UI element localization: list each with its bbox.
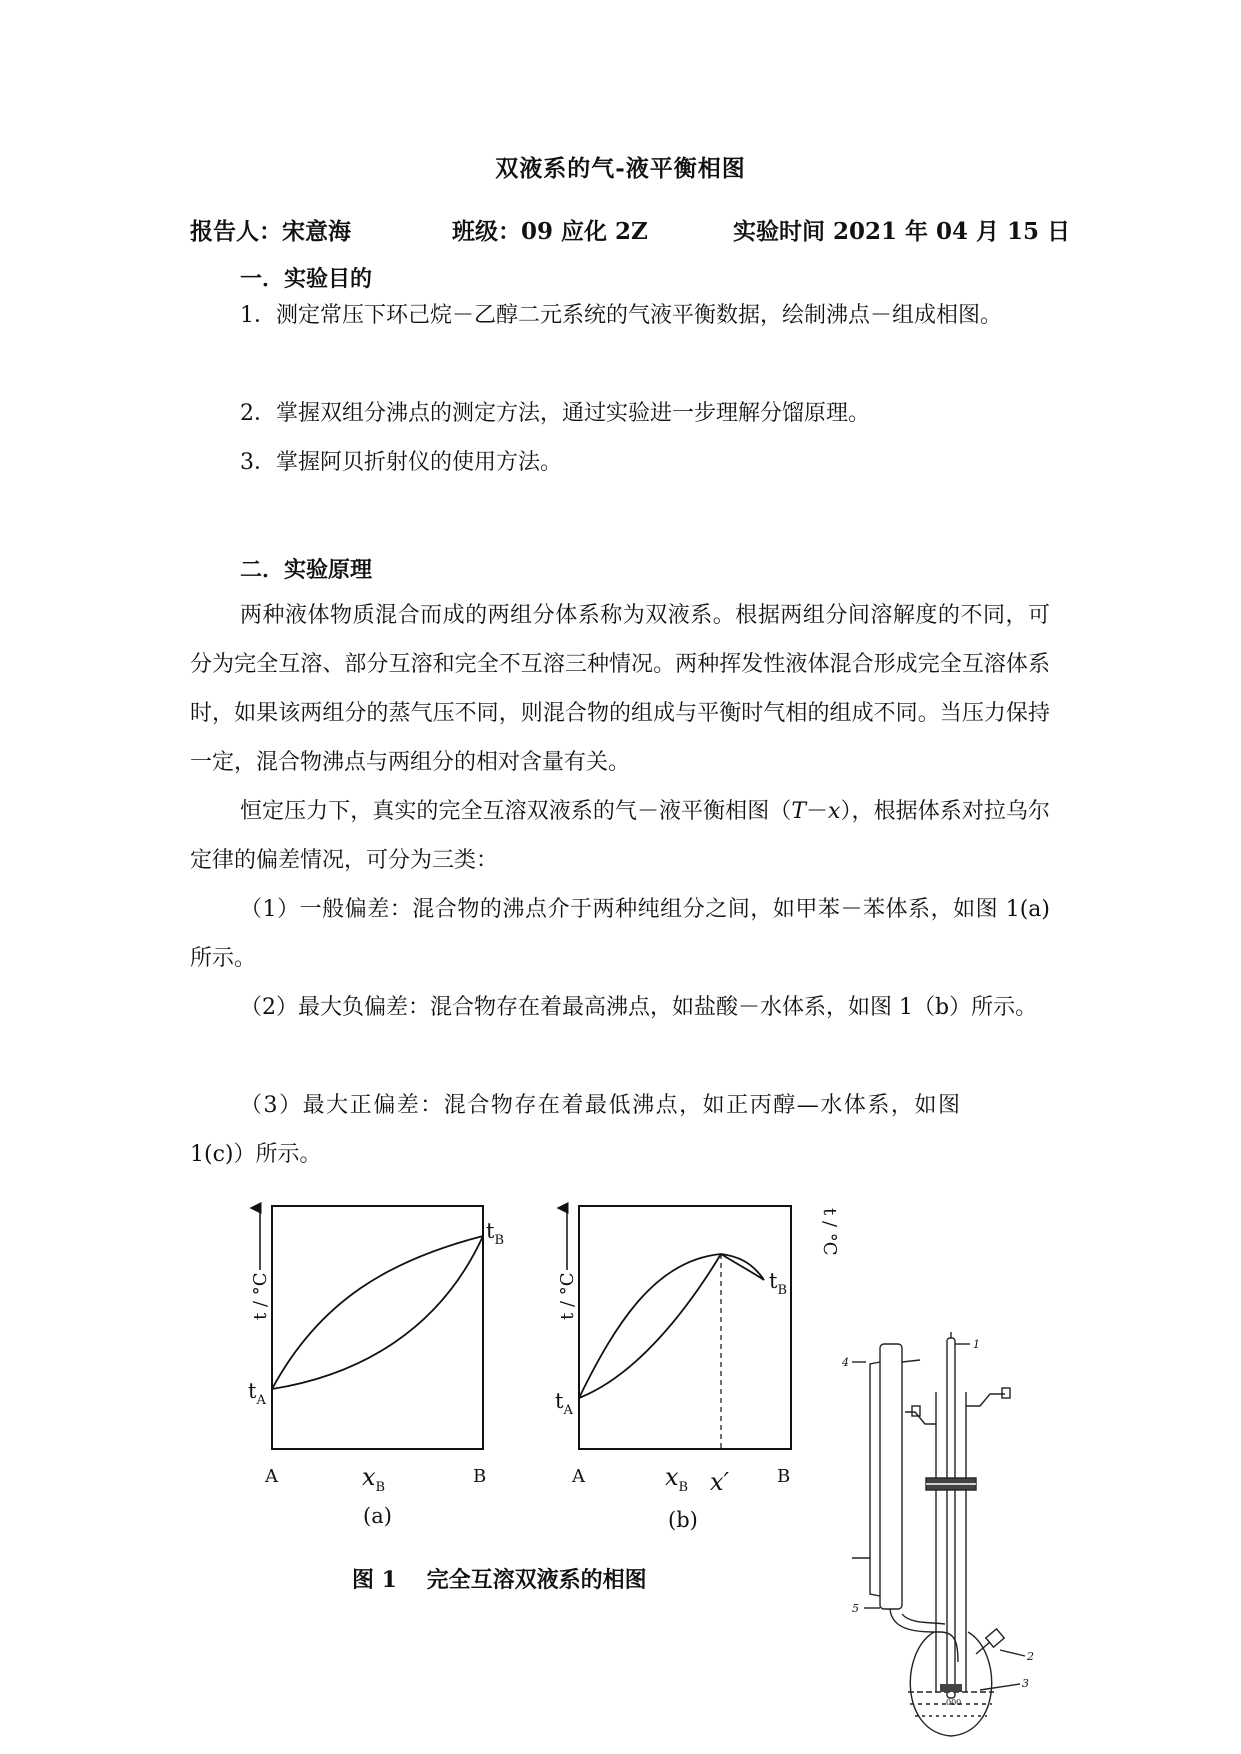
condenser-inner — [880, 1344, 902, 1609]
x-left-label-b: A — [572, 1466, 585, 1487]
return-tube — [890, 1609, 958, 1662]
p2-T: T — [791, 799, 807, 824]
apparatus-label-1: 1 — [973, 1338, 980, 1351]
principle-case-3: （3）最大正偏差：混合物存在着最低沸点，如正丙醇—水体系，如图 1(c)）所示。 — [190, 1093, 960, 1167]
x-right-label-b: B — [777, 1466, 791, 1487]
phase-diagram-a — [240, 1190, 505, 1530]
right-curve-lower-b — [721, 1254, 764, 1280]
leader-3 — [980, 1684, 1020, 1690]
plot-frame-a — [272, 1206, 483, 1449]
p2-x: x — [828, 799, 841, 824]
return-tube-inner — [902, 1614, 945, 1624]
right-sampling-port — [966, 1394, 1005, 1406]
section2-heading: 二．实验原理 — [240, 557, 373, 583]
principle-paragraph-2 — [190, 787, 1050, 885]
apparatus-label-2: 2 — [1027, 1650, 1034, 1663]
x-left-label-a: A — [265, 1466, 278, 1487]
x-prime-label-b: x′ — [710, 1468, 729, 1496]
phase-diagram-b — [547, 1190, 847, 1535]
y-axis-label-a: t / °C — [250, 1272, 271, 1320]
condenser-jacket — [870, 1362, 880, 1596]
heater-coil — [940, 1684, 962, 1692]
panel-label-b: (b) — [668, 1508, 698, 1532]
x-axis-label-a: $x_B$ — [362, 1463, 386, 1495]
liquid-curve-a — [272, 1236, 483, 1389]
p2-dash: － — [806, 799, 829, 824]
document-title: 双液系的气-液平衡相图 — [495, 155, 746, 182]
vessel-mark: 000 — [946, 1698, 962, 1707]
reporter: 报告人：宋意海 — [190, 218, 351, 245]
tB-label-b: $t_B$ — [769, 1269, 788, 1298]
flask-side-neck — [976, 1642, 990, 1654]
experiment-date: 实验时间 2021 年 04 月 15 日 — [733, 218, 1071, 245]
section1-heading: 一．实验目的 — [240, 266, 373, 292]
principle-paragraph-1: 两种液体物质混合而成的两组分体系称为双液系。根据两组分间溶解度的不同，可分为完全互溶、部分互溶和完全不互溶三种情况。两种挥发性液体混合形成完全互溶体系时，如果该两组分的蒸气压不同，则混合物的组成与平衡时气相的组成不同。当压力保持一定，混合物沸点与两组分的相对含量有关。 — [190, 603, 1050, 775]
plot-frame-b — [579, 1206, 791, 1449]
apparatus-label-5: 5 — [852, 1602, 859, 1615]
vapor-curve-a — [272, 1236, 483, 1389]
y-axis-label-c: t / °C — [819, 1208, 840, 1256]
boiling-point-apparatus — [830, 1332, 1080, 1742]
objective-item-2: 2．掌握双组分沸点的测定方法，通过实验进一步理解分馏原理。 — [240, 401, 870, 426]
apparatus-label-4: 4 — [842, 1356, 849, 1369]
apparatus-label-3: 3 — [1022, 1677, 1029, 1690]
principle-case-2: （2）最大负偏差：混合物存在着最高沸点，如盐酸－水体系，如图 1（b）所示。 — [240, 995, 1038, 1020]
thermometer — [947, 1338, 955, 1698]
tA-label-a: $t_A$ — [248, 1379, 266, 1408]
tB-label-a: $t_B$ — [486, 1219, 505, 1248]
y-axis-label-b: t / °C — [557, 1272, 578, 1320]
x-axis-label-b: $x_B$ — [665, 1463, 689, 1495]
principle-case-1: （1）一般偏差：混合物的沸点介于两种纯组分之间，如甲苯－苯体系，如图 1(a)所示。 — [190, 897, 1050, 971]
figure-caption: 图 1 完全互溶双液系的相图 — [352, 1567, 647, 1593]
p2-text-a: 恒定压力下，真实的完全互溶双液系的气－液平衡相图（ — [240, 799, 792, 824]
heater-plug — [986, 1629, 1004, 1647]
left-stopcock — [912, 1406, 920, 1416]
x-right-label-a: B — [473, 1466, 487, 1487]
objective-item-1: 1．测定常压下环己烷－乙醇二元系统的气液平衡数据，绘制沸点－组成相图。 — [240, 303, 1002, 328]
panel-label-a: (a) — [363, 1504, 392, 1528]
condenser-outlet-top — [902, 1360, 920, 1362]
p2-text-b: ），根据体系对拉乌尔定律的偏差情况，可分为三类： — [190, 799, 1050, 873]
class-info: 班级：09 应化 2Z — [452, 218, 648, 245]
liquid-curve-b — [579, 1254, 721, 1398]
vapor-curve-b — [579, 1254, 721, 1398]
tA-label-b: $t_A$ — [555, 1389, 573, 1418]
right-stopcock — [1002, 1388, 1010, 1398]
objective-item-3: 3．掌握阿贝折射仪的使用方法。 — [240, 450, 562, 475]
leader-2 — [1000, 1650, 1025, 1656]
